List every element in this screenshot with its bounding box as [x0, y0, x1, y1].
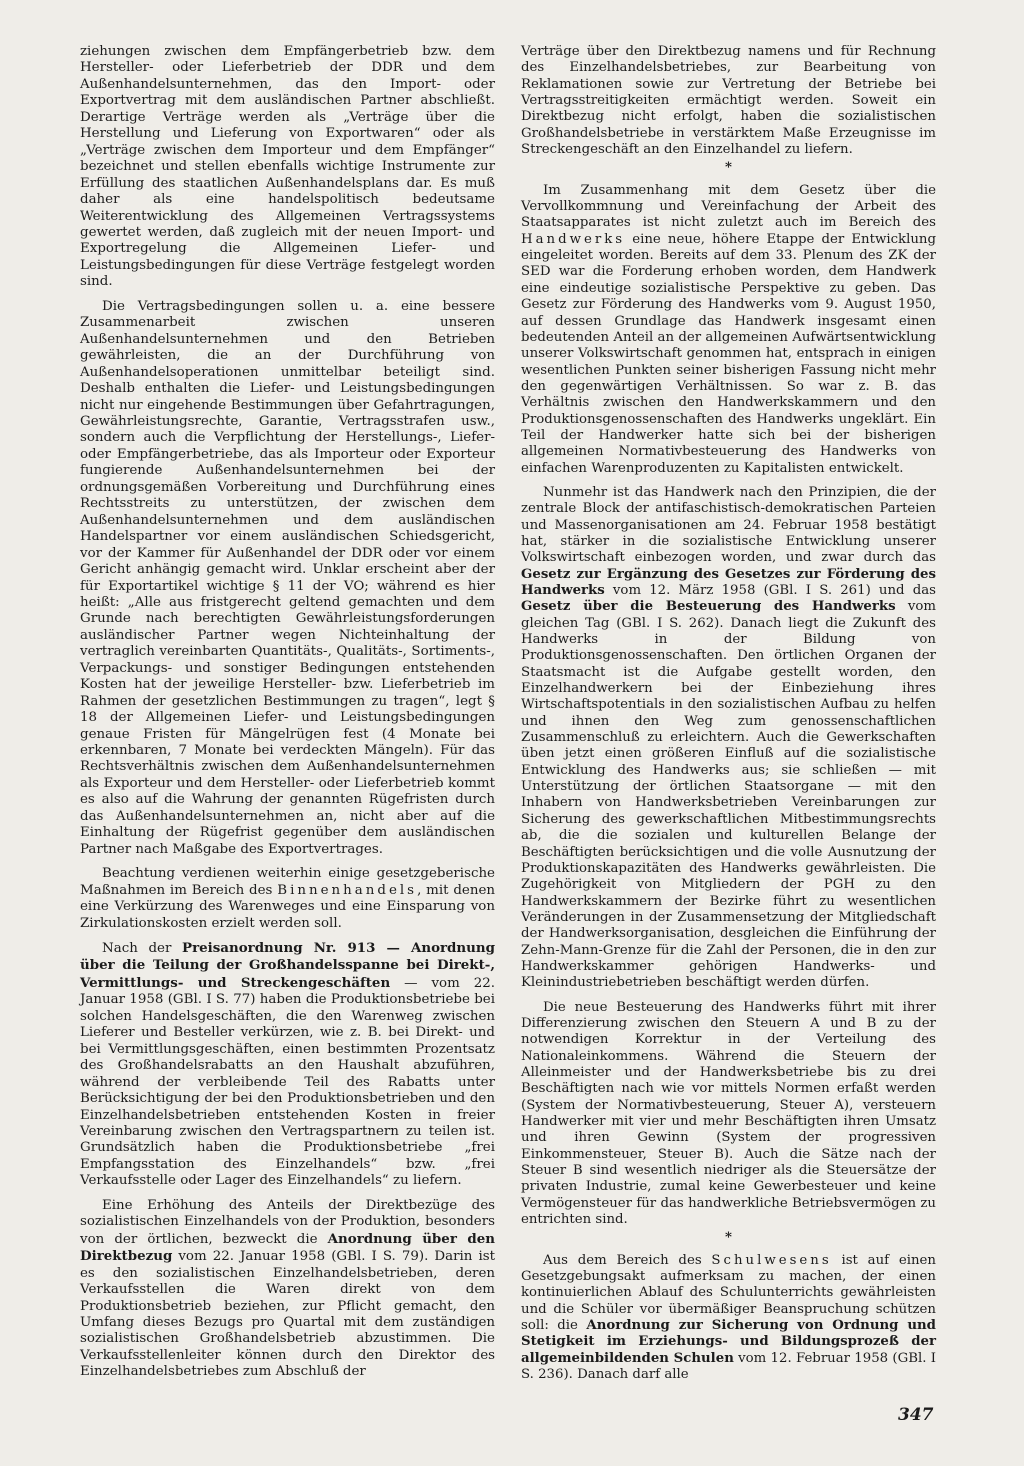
text-run: — vom 22. Januar 1958 (GBl. I S. 77) haben die Produktionsbetriebe bei solchen Handelsgeschäften, die den Warenweg zwischen Lieferer und Besteller verkürzen, wie z. B. bei Direkt- und bei Vermittlungsgeschäften, einen bestimmten Prozentsatz des Großhandelsrabatts an den Haushalt abzuführen, während der verbleibende Teil des Rabatts unter Berücksichtigung der bei den Produktionsbetrieben und den Einzelhandelsbetrieben entstehenden Kosten in freier Vereinbarung zwischen den Vertragspartnern zu teilen ist. Grundsätzlich haben die Produktionsbetriebe „frei Empfangsstation des Einzelhandels“ bzw. „frei Verkaufsstelle oder Lager des Einzelhandels“ zu liefern. — [80, 975, 496, 1189]
page-number: 347 — [898, 1405, 934, 1425]
text-run: , mit denen eine Verkürzung des Warenweges und eine Einsparung von Zirkulationskosten erzielt werden soll. — [80, 882, 495, 931]
text-run: Nunmehr ist das Handwerk nach den Prinzipien, die der zentrale Block der antifaschistisch-demokratischen Parteien und Massenorganisationen am 24. Februar 1958 bestätigt hat, stärker in die sozialistische Entwicklung unserer Volkswirtschaft einbezogen worden, und zwar durch das — [521, 484, 936, 566]
right-paragraph-2 — [521, 183, 936, 477]
bold-law-title: Anordnung zur Sicherung von Ordnung und Stetigkeit im Erziehungs- und Bildungsprozeß der allgemeinbildenden Schulen — [521, 1318, 936, 1366]
left-paragraph-4 — [80, 940, 495, 1190]
spaced-term: Handwerks — [521, 231, 626, 247]
left-column — [80, 44, 495, 1381]
text-run: eine neue, höhere Etappe der Entwicklung eingeleitet worden. Bereits auf dem 33. Plenum des ZK der SED war die Forderung erhoben worden, dem Handwerk eine eindeutige sozialistische Perspektive zu geben. Das Gesetz zur Förderung des Handwerks vom 9. August 1950, auf dessen Grundlage das Handwerk insgesamt einen bedeutenden Anteil an der allgemeinen Aufwärtsentwicklung unserer Volkswirtschaft genommen hat, entsprach in einigen wesentlichen Punkten seiner bisherigen Fassung nicht mehr den gegenwärtigen Verhältnissen. So war z. B. das Verhältnis zwischen den Handwerkskammern und den Produktionsgenossenschaften des Handwerks ungeklärt. Ein Teil der Handwerker hatte sich bei der bisherigen allgemeinen Normativbesteuerung des Handwerks von einfachen Warenproduzenten zu Kapitalisten entwickelt. — [521, 231, 936, 476]
text-run: vom 12. Februar 1958 (GBl. I S. 236). Danach darf alle — [521, 1350, 936, 1383]
section-separator-star: * — [725, 160, 732, 176]
text-run: vom 22. Januar 1958 (GBl. I S. 79). Darin ist es den sozialistischen Einzelhandelsbetrieben, deren Verkaufsstellen die Waren direkt von dem Produktionsbetrieb beziehen, zur Pflicht gemacht, den Umfang dieses Bezugs pro Quartal mit dem zuständigen sozialistischen Großhandelsbetrieb abzustimmen. Die Verkaufsstellenleiter können durch den Direktor des Einzelhandelsbetriebes zum Abschluß der — [80, 1249, 495, 1380]
right-paragraph-5 — [521, 1253, 936, 1384]
left-paragraph-2: Die Vertragsbedingungen sollen u. a. eine bessere Zusammenarbeit zwischen unseren Außenhandelsunternehmen und den Betrieben gewährleisten, die an der Durchführung von Außenhandelsoperationen unmittelbar beteiligt sind. Deshalb enthalten die Liefer- und Leistungsbedingungen nicht nur eingehende Bestimmungen über Gefahrtragungen, Gewährleistungsrechte, Garantie, Vertragsstrafen usw., sondern auch die Verpflichtung der Herstellungs-, Liefer- oder Empfängerbetriebe, das als Importeur oder Exporteur fungierende Außenhandelsunternehmen bei der ordnungsgemäßen Vorbereitung und Durchführung eines Rechtsstreits zu unterstützen, der zwischen dem Außenhandelsunternehmen und dem ausländischen Handelspartner vor einem ausländischen Schiedsgericht, vor der Kammer für Außenhandel der DDR oder vor einem Gericht anhängig gemacht wird. Unklar erscheint aber der für Exportartikel wichtige § 11 der VO; während es hier heißt: „Alle aus fristgerecht geltend gemachten und dem Grunde nach berechtigten Gewährleistungsforderungen ausländischer Partner wegen Nichteinhaltung der vertraglich vereinbarten Quantitäts-, Qualitäts-, Sortiments-, Verpackungs- und sonstiger Bedingungen entstehenden Kosten hat der jeweilige Hersteller- bzw. Lieferbetrieb im Rahmen der gesetzlichen Bestimmungen zu tragen“, legt § 18 der Allgemeinen Liefer- und Leistungsbedingungen genaue Fristen für Mängelrügen fest (4 Monate bei erkennbaren, 7 Monate bei verdeckten Mängeln). Für das Rechtsverhältnis zwischen dem Außenhandelsunternehmen als Exporteur und dem Hersteller- oder Lieferbetrieb kommt es also auf die Wahrung der genannten Rügefristen durch das Außenhandelsunternehmen an, nicht aber auf die Einhaltung der Rügefrist gegenüber dem ausländischen Partner nach Maßgabe des Exportvertrages. — [80, 298, 495, 857]
right-paragraph-4: Die neue Besteuerung des Handwerks führt mit ihrer Differenzierung zwischen den Steuern A und B zu der notwendigen Korrektur in der Verteilung des Nationaleinkommens. Während die Steuern der Alleinmeister und der Handwerksbetriebe bis zu drei Beschäftigten nach wie vor mittels Normen erfaßt werden (System der Normativbesteuerung, Steuer A), versteuern Handwerker mit vier und mehr Beschäftigten ihren Umsatz und ihren Gewinn (System der progressiven Einkommensteuer, Steuer B). Auch die Sätze nach der Steuer B sind wesentlich niedriger als die Steuersätze der privaten Industrie, zumal keine Gewerbesteuer und keine Vermögensteuer für das handwerkliche Betriebsvermögen zu entrichten sind. — [521, 999, 936, 1228]
section-separator-star: * — [725, 1230, 732, 1246]
text-run: Im Zusammenhang mit dem Gesetz über die Vervollkommnung und Vereinfachung der Arbeit des Staatsapparates ist nicht zuletzt auch im Bereich des — [521, 182, 936, 231]
bold-law-title: Gesetz über die Besteuerung des Handwerks — [521, 599, 896, 615]
text-run: Aus dem Bereich des — [543, 1252, 712, 1268]
text-run: ist auf einen Gesetzgebungsakt aufmerksam zu machen, der einen kontinuierlichen Ablauf des Schulunterrichts gewährleisten und die Schüler vor übermäßiger Beanspruchung schützen soll: die — [521, 1252, 936, 1334]
text-run: Eine Erhöhung des Anteils der Direktbezüge des sozialistischen Einzelhandels von der Produktion, besonders von der örtlichen, bezweckt die — [80, 1197, 495, 1247]
bold-law-title: Preisanordnung Nr. 913 — Anordnung über die Teilung der Großhandelsspanne bei Direkt-, Vermittlungs- und Streckengeschäften — [80, 940, 495, 991]
bold-law-title: Anordnung über den Direktbezug — [80, 1230, 495, 1265]
left-paragraph-5 — [80, 1198, 495, 1381]
text-run: Nach der — [102, 941, 183, 957]
text-run: Beachtung verdienen weiterhin einige gesetzgeberische Maßnahmen im Bereich des — [80, 866, 495, 898]
right-paragraph-3 — [521, 485, 936, 992]
left-paragraph-3 — [80, 866, 495, 932]
spaced-term: Schulwesens — [711, 1252, 832, 1268]
spaced-term: Binnenhandels — [277, 882, 418, 898]
right-paragraph-1: Verträge über den Direktbezug namens und für Rechnung des Einzelhandelsbetriebes, zur Bearbeitung von Reklamationen sowie zur Vertretung der Betriebe bei Vertragsstreitigkeiten ermächtigt werden. Soweit ein Direktbezug nicht erfolgt, haben die sozialistischen Großhandelsbetriebe in verstärktem Maße Erzeugnisse im Streckengeschäft an den Einzelhandel zu liefern. — [521, 44, 936, 158]
right-column — [521, 44, 936, 1384]
text-run: vom 12. März 1958 (GBl. I S. 261) und das — [604, 583, 936, 598]
text-run: vom gleichen Tag (GBl. I S. 262). Danach liegt die Zukunft des Handwerks in der Bildung von Produktionsgenossenschaften. Den örtlichen Organen der Staatsmacht ist die Aufgabe gestellt worden, den Einzelhandwerkern bei der Einbeziehung ihres Wirtschaftspotentials in den sozialistischen Aufbau zu helfen und ihnen den Weg zum genossenschaftlichen Zusammenschluß zu erleichtern. Auch die Gewerkschaften üben jetzt einen größeren Einfluß auf die sozialistische Entwicklung des Handwerks aus; sie schließen — mit Unterstützung der örtlichen Staatsorgane — mit den Inhabern von Handwerksbetrieben Vereinbarungen zur Sicherung des gewerkschaftlichen Mitbestimmungsrechts ab, die die sozialen und kulturellen Belange der Beschäftigten berücksichtigen und die volle Ausnutzung der Produktionskapazitäten des Handwerks gewährleisten. Die Zugehörigkeit von Mitgliedern der PGH zu den Handwerkskammern der Bezirke führt zu wesentlichen Veränderungen in der Zusammensetzung der Mitgliedschaft der Handwerksorganisation, desgleichen die Einführung der Zehn-Mann-Grenze für die Zahl der Personen, die in den zur Handwerkskammer gehörigen Handwerks- und Kleinindustriebetrieben beschäftigt werden dürfen. — [521, 599, 937, 991]
left-paragraph-1: ziehungen zwischen dem Empfängerbetrieb bzw. dem Hersteller- oder Lieferbetrieb der DDR und dem Außenhandelsunternehmen, das den Import- oder Exportvertrag mit dem ausländischen Partner abschließt. Derartige Verträge werden als „Verträge über die Herstellung und Lieferung von Exportwaren“ oder als „Verträge zwischen dem Importeur und dem Empfänger“ bezeichnet und stellen ebenfalls wichtige Instrumente zur Erfüllung des staatlichen Außenhandelsplans dar. Es muß daher als eine handelspolitisch bedeutsame Weiterentwicklung des Allgemeinen Vertragssystems gewertet werden, daß zugleich mit der neuen Import- und Exportregelung die Allgemeinen Liefer- und Leistungsbedingungen für diese Verträge festgelegt worden sind. — [80, 44, 495, 290]
bold-law-title: Gesetz zur Ergänzung des Gesetzes zur Förderung des Handwerks — [521, 566, 936, 598]
